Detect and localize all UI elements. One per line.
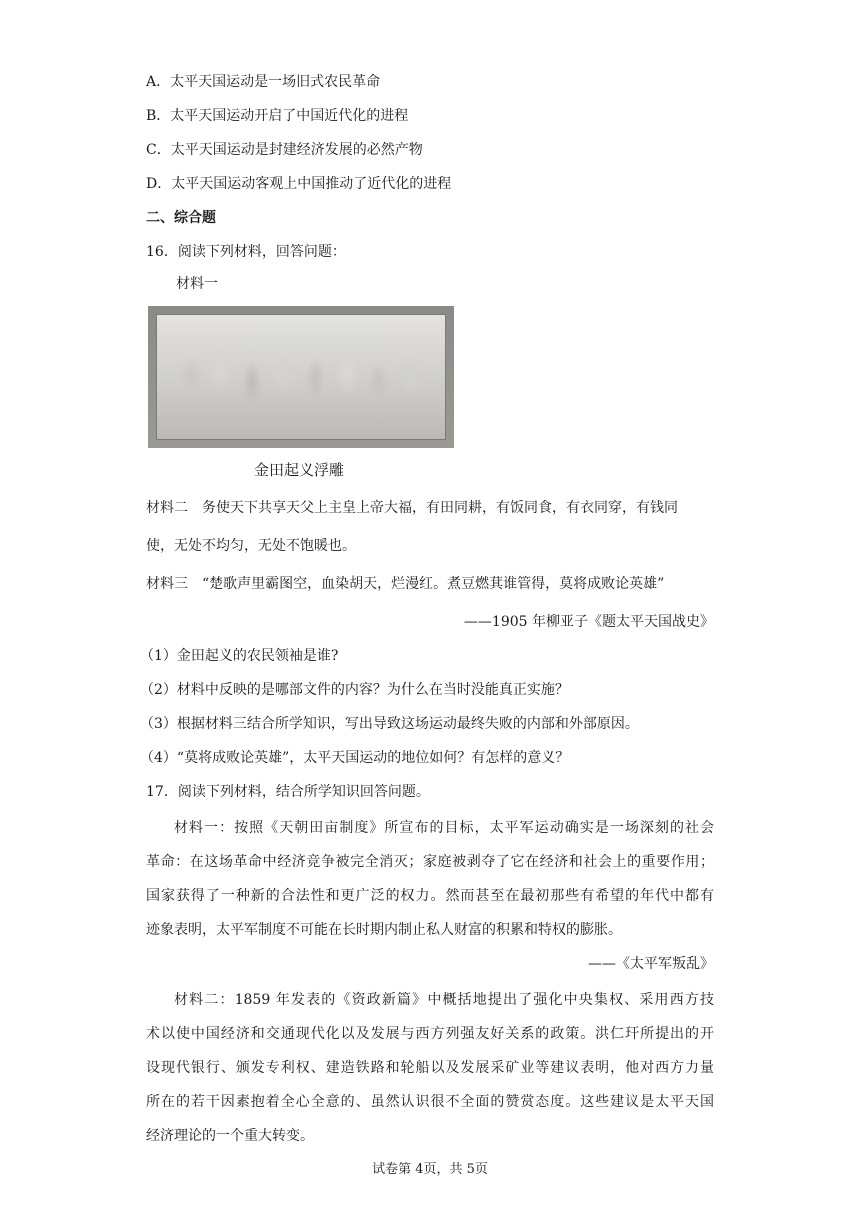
q16-material2-line1: 材料二 务使天下共享天父上主皇上帝大福，有田同耕，有饭同食，有衣同穿，有钱同 xyxy=(146,500,678,516)
page-footer: 试卷第 4页，共 5页 xyxy=(372,1162,488,1177)
q16-question-1: （1）金田起义的农民领袖是谁? xyxy=(140,648,339,664)
q16-material1-label: 材料一 xyxy=(176,276,218,292)
q16-question-2: （2）材料中反映的是哪部文件的内容？为什么在当时没能真正实施？ xyxy=(140,682,569,698)
q17-material1-line4: 迹象表明，太平军制度不可能在长时期内制止私人财富的积累和特权的膨胀。 xyxy=(146,922,622,938)
q17-material1-source: ——《太平军叛乱》 xyxy=(588,956,714,972)
image-caption: 金田起义浮雕 xyxy=(254,461,345,479)
q16-material3-line1: 材料三 “楚歌声里霸图空，血染胡天，烂漫红。煮豆燃萁谁管得，莫将成败论英雄” xyxy=(146,576,665,592)
option-b: B．太平天国运动开启了中国近代化的进程 xyxy=(146,108,409,124)
q17-material1-line1: 材料一：按照《天朝田亩制度》所宣布的目标，太平军运动确实是一场深刻的社会 xyxy=(174,820,714,836)
q17-material2-line3: 设现代银行、颁发专利权、建造铁路和轮船以及发展采矿业等建议表明，他对西方力量 xyxy=(146,1060,714,1076)
jintian-uprising-relief-image xyxy=(148,306,454,448)
q16-question-4: （4）“莫将成败论英雄”，太平天国运动的地位如何？有怎样的意义？ xyxy=(140,750,570,766)
section-title: 二、综合题 xyxy=(146,210,216,226)
q17-material1-line2: 革命：在这场革命中经济竞争被完全消灭；家庭被剥夺了它在经济和社会上的重要作用； xyxy=(146,854,714,870)
q16-stem: 16．阅读下列材料，回答问题： xyxy=(146,244,346,260)
q16-material3-source: ——1905 年柳亚子《题太平天国战史》 xyxy=(463,614,714,630)
q17-stem: 17．阅读下列材料，结合所学知识回答问题。 xyxy=(146,784,430,800)
q17-material1-line3: 国家获得了一种新的合法性和更广泛的权力。然而甚至在最初那些有希望的年代中都有 xyxy=(146,888,714,904)
q17-material2-line5: 经济理论的一个重大转变。 xyxy=(146,1128,314,1144)
q17-material2-line2: 术以使中国经济和交通现代化以及发展与西方列强友好关系的政策。洪仁玕所提出的开 xyxy=(146,1026,714,1042)
q17-material2-line4: 所在的若干因素抱着全心全意的、虽然认识很不全面的赞赏态度。这些建议是太平天国 xyxy=(146,1094,714,1110)
option-a: A．太平天国运动是一场旧式农民革命 xyxy=(146,74,381,90)
q16-question-3: （3）根据材料三结合所学知识，写出导致这场运动最终失败的内部和外部原因。 xyxy=(140,716,639,732)
option-c: C．太平天国运动是封建经济发展的必然产物 xyxy=(146,142,423,158)
q16-material2-line2: 使，无处不均匀，无处不饱暖也。 xyxy=(146,538,356,554)
option-d: D．太平天国运动客观上中国推动了近代化的进程 xyxy=(146,176,452,192)
relief-carving xyxy=(156,314,446,440)
q17-material2-line1: 材料二：1859 年发表的《资政新篇》中概括地提出了强化中央集权、采用西方技 xyxy=(174,992,714,1008)
